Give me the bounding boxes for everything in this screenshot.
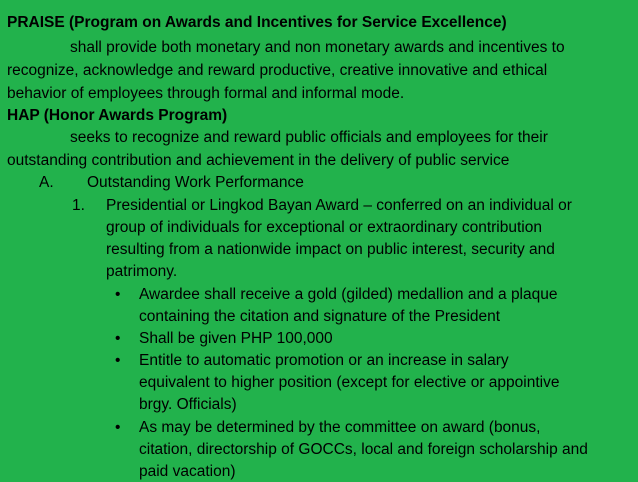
bullet-marker: •	[115, 419, 121, 436]
bullet-line: Shall be given PHP 100,000	[139, 330, 333, 347]
item-1-line: patrimony.	[106, 263, 178, 280]
hap-text-line: seeks to recognize and reward public officials and employees for their	[70, 129, 548, 146]
bullet-line: paid vacation)	[139, 463, 236, 480]
bullet-line: As may be determined by the committee on award (bonus,	[139, 419, 541, 436]
hap-text-line: outstanding contribution and achievement in the delivery of public service	[7, 152, 510, 169]
section-a-marker: A.	[39, 174, 54, 191]
item-1-marker: 1.	[72, 197, 85, 214]
bullet-line: equivalent to higher position (except for elective or appointive	[139, 374, 560, 391]
praise-heading: PRAISE (Program on Awards and Incentives for Service Excellence)	[7, 14, 507, 31]
praise-text-line: behavior of employees through formal and informal mode.	[7, 85, 405, 102]
bullet-line: Awardee shall receive a gold (gilded) medallion and a plaque	[139, 286, 558, 303]
bullet-line: citation, directorship of GOCCs, local and foreign scholarship and	[139, 441, 588, 458]
bullet-line: brgy. Officials)	[139, 396, 237, 413]
bullet-line: Entitle to automatic promotion or an increase in salary	[139, 352, 509, 369]
item-1-line: resulting from a nationwide impact on public interest, security and	[106, 241, 555, 258]
section-a-title: Outstanding Work Performance	[87, 174, 304, 191]
item-1-line: group of individuals for exceptional or extraordinary contribution	[106, 219, 542, 236]
praise-text-line: recognize, acknowledge and reward productive, creative innovative and ethical	[7, 62, 548, 79]
praise-text-line: shall provide both monetary and non monetary awards and incentives to	[70, 39, 565, 56]
bullet-marker: •	[115, 330, 121, 347]
hap-heading: HAP (Honor Awards Program)	[7, 107, 228, 124]
bullet-marker: •	[115, 352, 121, 369]
bullet-marker: •	[115, 286, 121, 303]
bullet-line: containing the citation and signature of the President	[139, 308, 501, 325]
item-1-line: Presidential or Lingkod Bayan Award – conferred on an individual or	[106, 197, 572, 214]
